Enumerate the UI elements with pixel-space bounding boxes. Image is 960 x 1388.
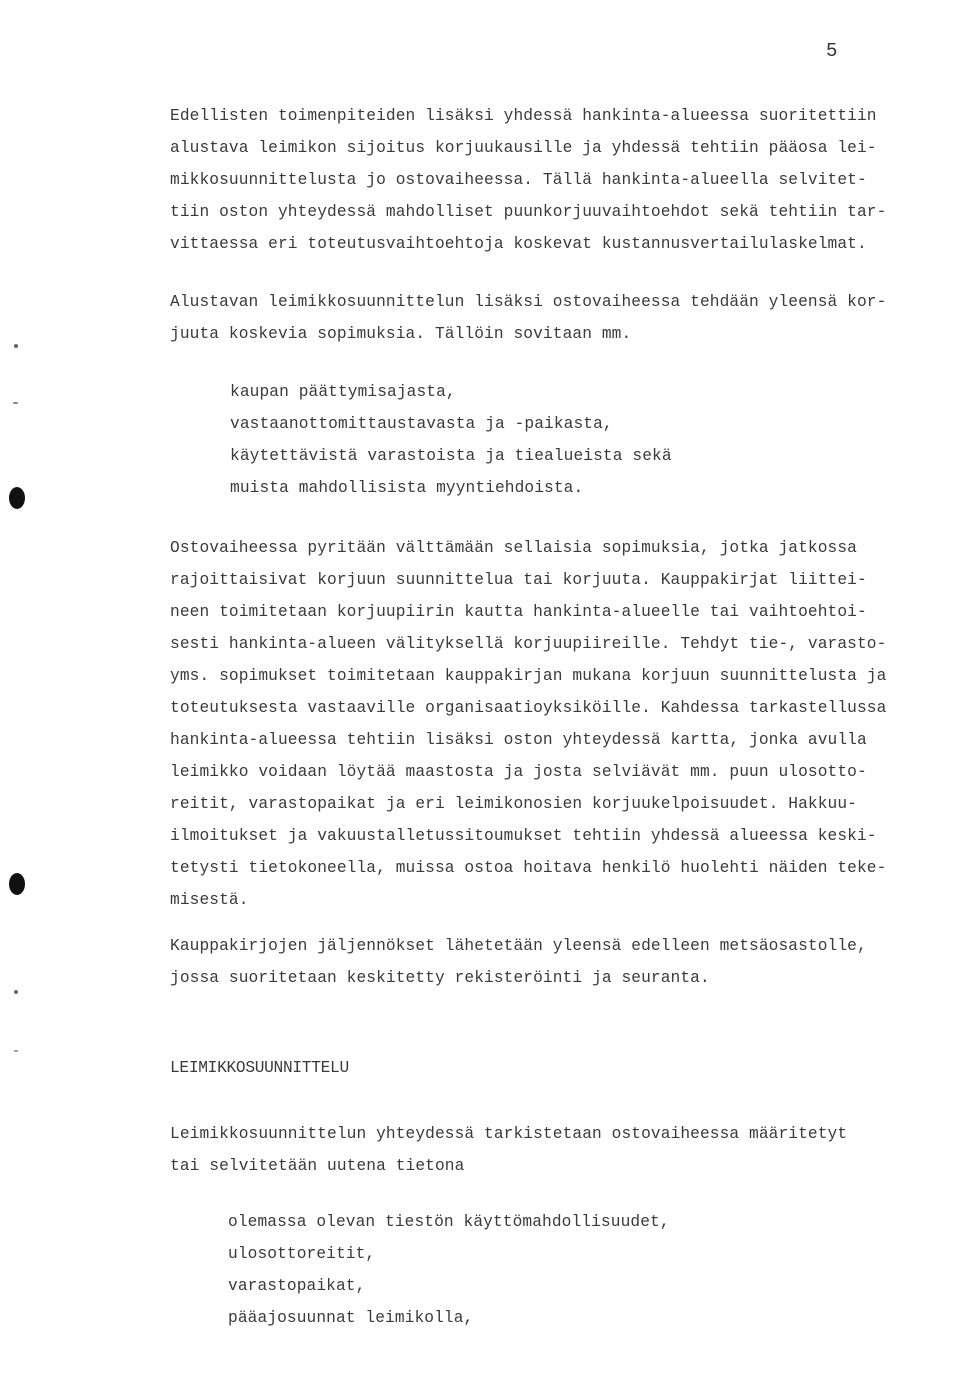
scan-speck (14, 1050, 18, 1052)
list-item: olemassa olevan tiestön käyttömahdollisuudet, (228, 1213, 670, 1231)
text-line: tai selvitetään uutena tietona (170, 1157, 465, 1175)
text-line: alustava leimikon sijoitus korjuukausille ja yhdessä tehtiin pääosa lei- (170, 139, 877, 157)
paragraph-3 (170, 532, 930, 916)
section-heading (170, 1052, 930, 1084)
text-line: leimikko voidaan löytää maastosta ja josta selviävät mm. puun ulosotto- (170, 763, 867, 781)
text-line: toteutuksesta vastaaville organisaatioyksiköille. Kahdessa tarkastellussa (170, 699, 887, 717)
page-number: 5 (826, 40, 838, 62)
text-line: neen toimitetaan korjuupiirin kautta hankinta-alueelle tai vaihtoehtoi- (170, 603, 867, 621)
text-line: reitit, varastopaikat ja eri leimikonosien korjuukelpoisuudet. Hakkuu- (170, 795, 857, 813)
text-line: Leimikkosuunnittelun yhteydessä tarkistetaan ostovaiheessa määritetyt (170, 1125, 848, 1143)
scan-speck (14, 990, 18, 994)
text-line: yms. sopimukset toimitetaan kauppakirjan mukana korjuun suunnittelusta ja (170, 667, 887, 685)
list-item: vastaanottomittaustavasta ja -paikasta, (230, 415, 613, 433)
planning-items-list (228, 1206, 960, 1334)
paragraph-2 (170, 286, 930, 350)
list-item: varastopaikat, (228, 1277, 366, 1295)
binder-hole-mark (9, 873, 25, 895)
text-line: Edellisten toimenpiteiden lisäksi yhdessä hankinta-alueessa suoritettiin (170, 107, 877, 125)
agreement-terms-list (230, 376, 960, 504)
paragraph-1 (170, 100, 930, 260)
text-line: Kauppakirjojen jäljennökset lähetetään yleensä edelleen metsäosastolle, (170, 937, 867, 955)
text-line: mikkosuunnittelusta jo ostovaiheessa. Tällä hankinta-alueella selvitet- (170, 171, 867, 189)
paragraph-4 (170, 930, 930, 994)
list-item: käytettävistä varastoista ja tiealueista sekä (230, 447, 672, 465)
list-item: ulosottoreitit, (228, 1245, 376, 1263)
paragraph-5 (170, 1118, 930, 1182)
text-line: sesti hankinta-alueen välityksellä korjuupiireille. Tehdyt tie-, varasto- (170, 635, 887, 653)
binder-hole-mark (9, 487, 25, 509)
text-line: hankinta-alueessa tehtiin lisäksi oston yhteydessä kartta, jonka avulla (170, 731, 867, 749)
text-line: vittaessa eri toteutusvaihtoehtoja koskevat kustannusvertailulaskelmat. (170, 235, 867, 253)
scan-speck (14, 344, 18, 348)
list-item: muista mahdollisista myyntiehdoista. (230, 479, 584, 497)
list-item: pääajosuunnat leimikolla, (228, 1309, 474, 1327)
text-line: rajoittaisivat korjuun suunnittelua tai korjuuta. Kauppakirjat liittei- (170, 571, 867, 589)
text-line: Alustavan leimikkosuunnittelun lisäksi ostovaiheessa tehdään yleensä kor- (170, 293, 887, 311)
section-heading-text: LEIMIKKOSUUNNITTELU (170, 1059, 349, 1077)
text-line: Ostovaiheessa pyritään välttämään sellaisia sopimuksia, jotka jatkossa (170, 539, 857, 557)
text-line: ilmoitukset ja vakuustalletussitoumukset tehtiin yhdessä alueessa keski- (170, 827, 877, 845)
text-line: juuta koskevia sopimuksia. Tällöin sovitaan mm. (170, 325, 632, 343)
text-line: tetysti tietokoneella, muissa ostoa hoitava henkilö huolehti näiden teke- (170, 859, 887, 877)
text-line: jossa suoritetaan keskitetty rekisteröinti ja seuranta. (170, 969, 710, 987)
scan-speck (13, 402, 18, 404)
list-item: kaupan päättymisajasta, (230, 383, 456, 401)
text-line: tiin oston yhteydessä mahdolliset puunkorjuuvaihtoehdot sekä tehtiin tar- (170, 203, 887, 221)
text-line: misestä. (170, 891, 249, 909)
